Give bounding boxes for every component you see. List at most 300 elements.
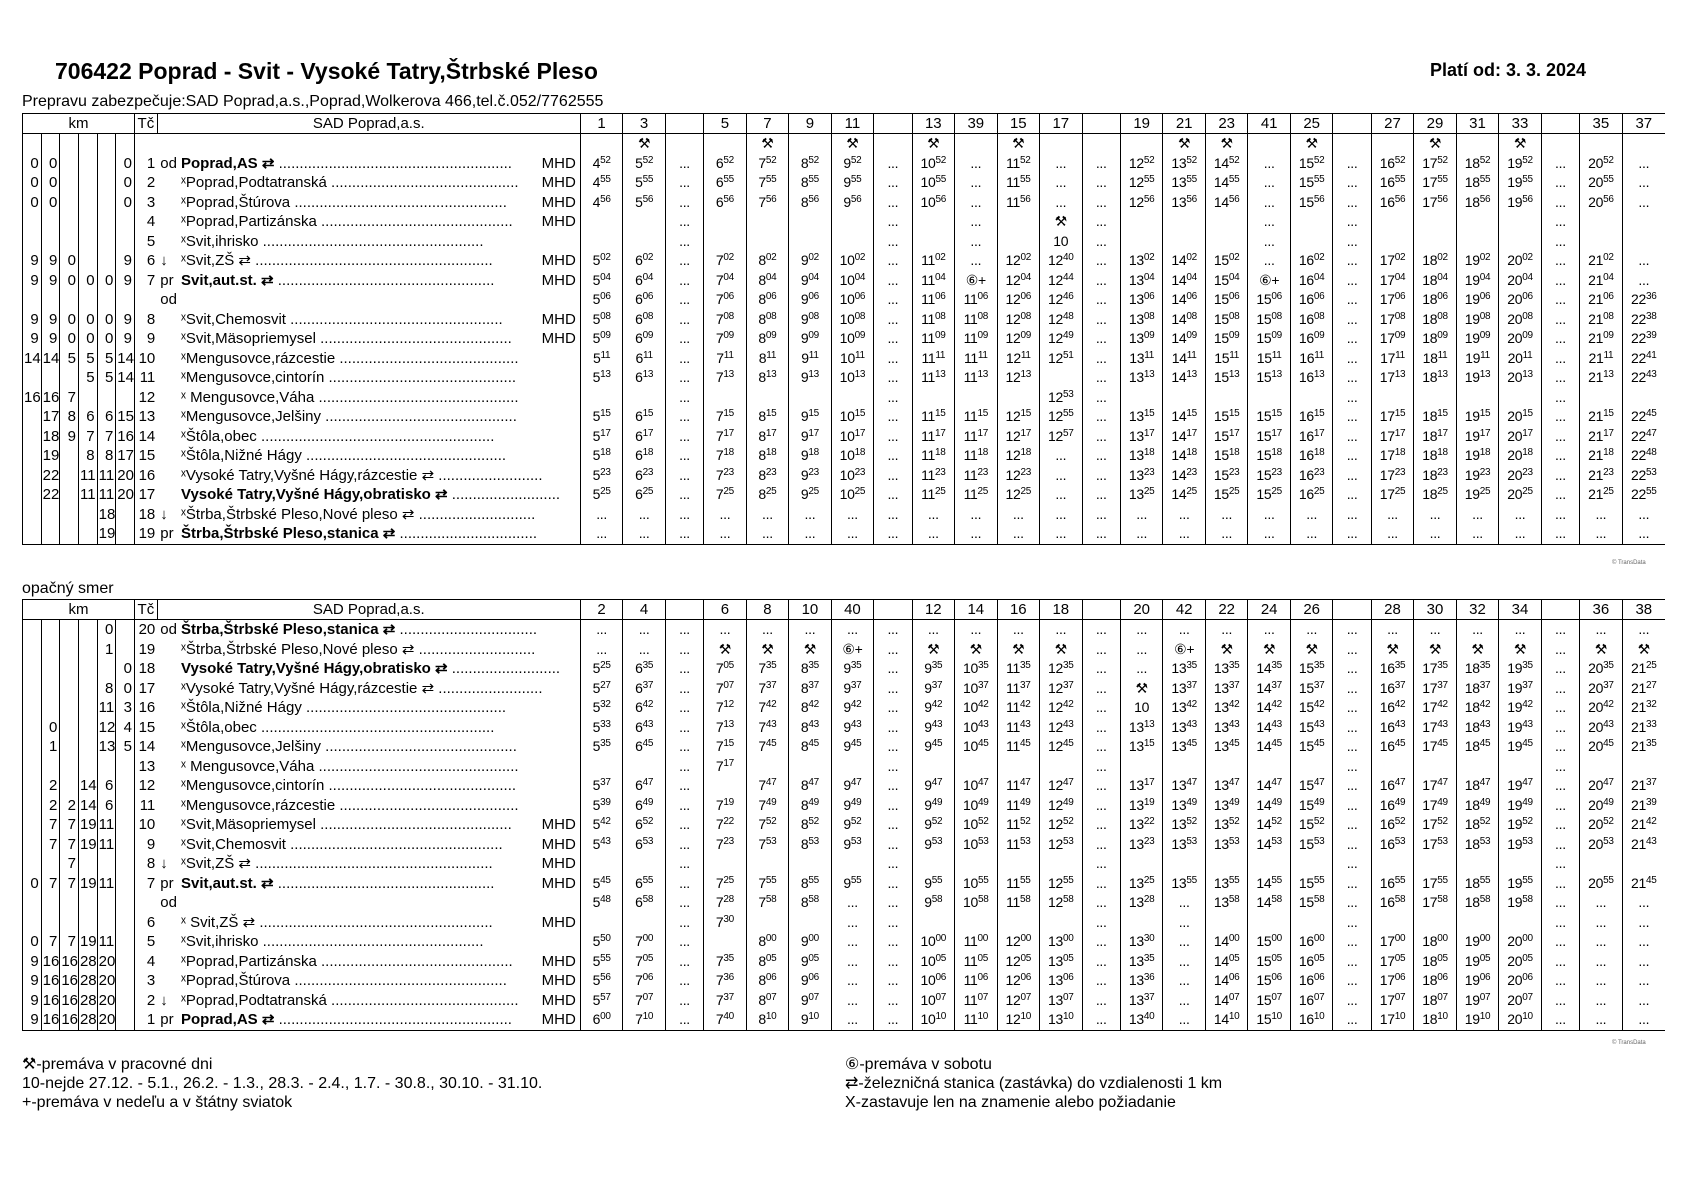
- time-cell: $14^{00}$: [1205, 932, 1248, 952]
- arr-dep-marker: [157, 193, 178, 213]
- time-cell: ...: [1082, 329, 1120, 349]
- time-cell: [1371, 232, 1414, 252]
- km-cell: [97, 757, 116, 777]
- time-cell: $12^{52}$: [1040, 815, 1083, 835]
- stop-name: Poprad,AS ⇄ ........................................................ MHD: [178, 1010, 580, 1030]
- time-cell: ...: [874, 835, 912, 855]
- time-cell: ...: [1082, 737, 1120, 757]
- time-cell: [1371, 134, 1414, 154]
- time-cell: $6^{43}$: [623, 718, 666, 738]
- time-cell: $13^{06}$: [1120, 290, 1163, 310]
- time-cell: ...: [623, 505, 666, 525]
- time-cell: ...: [1120, 620, 1163, 640]
- time-cell: $13^{35}$: [1205, 659, 1248, 679]
- time-cell: ...: [1541, 640, 1579, 660]
- time-cell: $8^{10}$: [746, 1010, 789, 1030]
- time-cell: $5^{09}$: [580, 329, 623, 349]
- km-cell: 5: [60, 349, 79, 369]
- time-cell: ...: [665, 952, 703, 972]
- time-cell: ...: [1120, 659, 1163, 679]
- time-cell: $16^{42}$: [1371, 698, 1414, 718]
- time-cell: $10^{13}$: [831, 368, 874, 388]
- time-cell: $14^{04}$: [1163, 271, 1206, 291]
- time-cell: ...: [1248, 232, 1291, 252]
- stop-row: [23, 757, 1666, 777]
- time-cell: $19^{11}$: [1456, 349, 1499, 369]
- km-cell: 8: [97, 446, 116, 466]
- time-cell: $8^{42}$: [789, 698, 832, 718]
- time-cell: $5^{55}$: [623, 173, 666, 193]
- time-cell: $20^{06}$: [1499, 290, 1542, 310]
- time-cell: $13^{37}$: [1163, 679, 1206, 699]
- time-cell: $19^{53}$: [1499, 835, 1542, 855]
- legend-workdays: ⚒-premáva v pracovné dni: [22, 1056, 213, 1073]
- time-cell: $7^{25}$: [704, 485, 747, 505]
- time-cell: ...: [1333, 329, 1371, 349]
- time-cell: ...: [665, 505, 703, 525]
- time-cell: $5^{27}$: [580, 679, 623, 699]
- time-cell: $14^{37}$: [1248, 679, 1291, 699]
- time-cell: $13^{35}$: [1163, 659, 1206, 679]
- stop-name: Štrba,Štrbské Pleso,stanica ⇄ .................................: [178, 524, 580, 544]
- km-cell: 22: [42, 466, 60, 484]
- stop-name: Štrba,Štrbské Pleso,stanica ⇄ .................................: [181, 621, 538, 639]
- time-cell: $14^{52}$: [1205, 154, 1248, 174]
- time-cell: ...: [912, 524, 955, 544]
- time-cell: ⚒: [1290, 640, 1333, 660]
- time-cell: ...: [1082, 388, 1120, 408]
- km-cell: [97, 290, 116, 310]
- time-cell: $7^{07}$: [623, 991, 666, 1011]
- time-cell: $8^{37}$: [789, 679, 832, 699]
- time-cell: $13^{25}$: [1120, 485, 1163, 505]
- time-cell: $8^{15}$: [746, 407, 789, 427]
- time-cell: [704, 212, 747, 232]
- time-cell: [1163, 232, 1206, 252]
- time-cell: $9^{37}$: [912, 679, 955, 699]
- time-cell: [746, 212, 789, 232]
- time-cell: ...: [1205, 620, 1248, 640]
- time-cell: ...: [1082, 991, 1120, 1011]
- train-number: 15: [997, 114, 1040, 134]
- km-cell: [116, 757, 135, 777]
- km-cell: 11: [98, 816, 115, 834]
- time-cell: ...: [1541, 368, 1579, 388]
- time-cell: $10^{10}$: [912, 1010, 955, 1030]
- km-cell: [116, 991, 135, 1011]
- tc-cell: 15: [134, 718, 157, 738]
- legend-sunday: +-premáva v nedeľu a v štátny sviatok: [22, 1094, 293, 1111]
- time-cell: $20^{25}$: [1499, 485, 1542, 505]
- time-cell: ...: [1290, 505, 1333, 525]
- km-cell: [78, 737, 97, 757]
- time-cell: $5^{25}$: [580, 485, 623, 505]
- km-cell: 4: [116, 718, 135, 738]
- time-cell: ...: [665, 271, 703, 291]
- time-cell: $11^{08}$: [955, 310, 998, 330]
- km-cell: 13: [98, 738, 116, 756]
- time-cell: $15^{55}$: [1290, 874, 1333, 894]
- km-cell: 9: [116, 251, 135, 271]
- time-cell: $19^{13}$: [1456, 368, 1499, 388]
- time-cell: $6^{56}$: [704, 193, 747, 213]
- time-cell: ...: [1040, 620, 1083, 640]
- time-cell: $9^{04}$: [789, 271, 832, 291]
- time-cell: ...: [874, 679, 912, 699]
- time-cell: $5^{39}$: [580, 796, 623, 816]
- time-cell: [623, 913, 666, 933]
- time-cell: $5^{56}$: [580, 971, 623, 991]
- train-number: 40: [831, 600, 874, 620]
- km-cell: [23, 290, 42, 310]
- time-cell: $10^{43}$: [955, 718, 998, 738]
- stop-name: ˣPoprad,Štúrova ................................................... MHD: [181, 972, 576, 990]
- time-cell: ...: [955, 505, 998, 525]
- time-cell: ...: [912, 505, 955, 525]
- time-cell: ...: [1333, 505, 1371, 525]
- time-cell: ...: [665, 835, 703, 855]
- time-cell: $12^{17}$: [997, 427, 1040, 447]
- time-cell: $12^{09}$: [997, 329, 1040, 349]
- time-cell: $14^{49}$: [1248, 796, 1291, 816]
- km-cell: [23, 718, 42, 738]
- time-cell: $6^{52}$: [623, 815, 666, 835]
- time-cell: ...: [665, 620, 703, 640]
- time-cell: [580, 388, 623, 408]
- km-cell: [23, 232, 42, 252]
- time-cell: $9^{47}$: [831, 776, 874, 796]
- arr-dep-marker: [157, 485, 178, 505]
- time-cell: $12^{25}$: [997, 485, 1040, 505]
- time-cell: [1248, 388, 1291, 408]
- time-cell: $20^{45}$: [1580, 737, 1623, 757]
- stop-name: ˣSvit,ihrisko .....................................................: [181, 933, 484, 951]
- time-cell: ...: [1040, 154, 1083, 174]
- time-cell: ...: [1541, 524, 1579, 544]
- arr-dep-marker: od: [160, 894, 177, 912]
- time-cell: $13^{22}$: [1120, 815, 1163, 835]
- time-cell: ...: [874, 757, 912, 777]
- time-cell: ...: [1333, 796, 1371, 816]
- time-cell: [1248, 913, 1291, 933]
- time-cell: ...: [1163, 893, 1206, 913]
- km-cell: [97, 854, 116, 874]
- time-cell: $11^{52}$: [997, 815, 1040, 835]
- train-number: 29: [1414, 114, 1457, 134]
- time-cell: $20^{49}$: [1580, 796, 1623, 816]
- time-cell: ...: [580, 524, 623, 544]
- time-cell: [1622, 757, 1665, 777]
- time-cell: $12^{47}$: [1040, 776, 1083, 796]
- time-cell: ...: [665, 776, 703, 796]
- time-cell: ...: [874, 388, 912, 408]
- time-cell: ...: [746, 505, 789, 525]
- time-cell: $19^{08}$: [1456, 310, 1499, 330]
- km-cell: 11: [79, 466, 96, 484]
- time-cell: ...: [1622, 913, 1665, 933]
- km-cell: 11: [98, 835, 115, 853]
- km-cell: 18: [98, 505, 116, 523]
- time-cell: $13^{04}$: [1120, 271, 1163, 291]
- time-cell: ...: [831, 991, 874, 1011]
- time-cell: $17^{56}$: [1414, 193, 1457, 213]
- time-cell: [1580, 757, 1623, 777]
- time-cell: $12^{55}$: [1040, 874, 1083, 894]
- time-cell: ...: [1248, 212, 1291, 232]
- time-cell: [789, 212, 832, 232]
- time-cell: $18^{13}$: [1414, 368, 1457, 388]
- time-cell: ⚒: [1456, 640, 1499, 660]
- time-cell: ...: [874, 991, 912, 1011]
- time-cell: ...: [1622, 620, 1665, 640]
- km-cell: [41, 757, 60, 777]
- stop-row: [23, 815, 1666, 835]
- time-cell: ...: [665, 212, 703, 232]
- km-header: km: [23, 600, 135, 620]
- time-cell: $12^{11}$: [997, 349, 1040, 369]
- time-cell: [1622, 232, 1665, 252]
- time-cell: ...: [1205, 524, 1248, 544]
- km-cell: [41, 659, 60, 679]
- stop-name: Poprad,AS ⇄ ........................................................ MHD: [181, 154, 576, 172]
- km-cell: [41, 368, 60, 388]
- stop-name: ˣSvit,ihrisko .....................................................: [181, 232, 484, 250]
- time-cell: $15^{02}$: [1205, 251, 1248, 271]
- time-cell: ...: [665, 310, 703, 330]
- stop-row: [23, 232, 1666, 252]
- km-cell: 19: [79, 835, 97, 853]
- time-cell: ...: [1333, 388, 1371, 408]
- time-cell: $5^{02}$: [580, 251, 623, 271]
- time-cell: [1163, 757, 1206, 777]
- stop-name: Svit,aut.st. ⇄ .................................................... MHD: [181, 271, 576, 289]
- time-cell: $13^{11}$: [1120, 349, 1163, 369]
- time-cell: [1163, 212, 1206, 232]
- time-cell: $20^{05}$: [1499, 952, 1542, 972]
- time-cell: ⚒: [1290, 134, 1333, 154]
- time-cell: ...: [1541, 991, 1579, 1011]
- time-cell: $9^{52}$: [912, 815, 955, 835]
- time-cell: $8^{35}$: [789, 659, 832, 679]
- km-cell: [23, 913, 42, 933]
- time-cell: $4^{56}$: [580, 193, 623, 213]
- km-cell: [60, 193, 79, 213]
- train-number: [1082, 600, 1120, 620]
- time-cell: $9^{55}$: [831, 874, 874, 894]
- time-cell: [746, 854, 789, 874]
- arr-dep-marker: [157, 407, 178, 427]
- time-cell: $15^{06}$: [1248, 290, 1291, 310]
- time-cell: $9^{55}$: [831, 173, 874, 193]
- time-cell: ...: [874, 524, 912, 544]
- time-cell: $20^{02}$: [1499, 251, 1542, 271]
- time-cell: $20^{52}$: [1580, 154, 1623, 174]
- time-cell: ...: [1248, 193, 1291, 213]
- time-cell: $11^{42}$: [997, 698, 1040, 718]
- time-cell: $10^{47}$: [955, 776, 998, 796]
- time-cell: ⚒: [789, 640, 832, 660]
- time-cell: ...: [1163, 505, 1206, 525]
- time-cell: ...: [1082, 466, 1120, 486]
- time-cell: ...: [831, 1010, 874, 1030]
- time-cell: ...: [1580, 952, 1623, 972]
- time-cell: $13^{52}$: [1205, 815, 1248, 835]
- time-cell: ...: [665, 251, 703, 271]
- tc-cell: 3: [134, 971, 157, 991]
- time-cell: [1456, 388, 1499, 408]
- time-cell: $9^{49}$: [912, 796, 955, 816]
- time-cell: $15^{25}$: [1205, 485, 1248, 505]
- time-cell: $8^{00}$: [746, 932, 789, 952]
- time-cell: $12^{49}$: [1040, 796, 1083, 816]
- stop-name: ˣ Svit,ZŠ ⇄ ........................................................ MHD: [181, 913, 576, 931]
- time-cell: $20^{08}$: [1499, 310, 1542, 330]
- km-cell: [78, 718, 97, 738]
- time-cell: $16^{55}$: [1371, 173, 1414, 193]
- km-cell: 6: [97, 407, 116, 427]
- km-cell: 16: [42, 952, 60, 970]
- time-cell: [580, 232, 623, 252]
- time-cell: ...: [1541, 505, 1579, 525]
- time-cell: $8^{06}$: [746, 290, 789, 310]
- time-cell: $17^{58}$: [1414, 893, 1457, 913]
- time-cell: $14^{58}$: [1248, 893, 1291, 913]
- time-cell: $22^{48}$: [1622, 446, 1665, 466]
- km-cell: [60, 893, 79, 913]
- train-number: 17: [1040, 114, 1083, 134]
- time-cell: $16^{35}$: [1371, 659, 1414, 679]
- tc-cell: 11: [134, 796, 157, 816]
- time-cell: $7^{23}$: [704, 466, 747, 486]
- time-cell: [1499, 212, 1542, 232]
- time-cell: $10^{37}$: [955, 679, 998, 699]
- time-cell: $8^{55}$: [789, 874, 832, 894]
- km-cell: [116, 134, 135, 154]
- km-cell: [60, 368, 79, 388]
- time-cell: $19^{42}$: [1499, 698, 1542, 718]
- time-cell: $10^{06}$: [831, 290, 874, 310]
- time-cell: ...: [874, 232, 912, 252]
- time-cell: [623, 854, 666, 874]
- time-cell: $20^{10}$: [1499, 1010, 1542, 1030]
- km-cell: 11: [98, 933, 115, 951]
- km-cell: [60, 466, 79, 486]
- tc-cell: 9: [134, 329, 157, 349]
- tc-cell: 16: [134, 466, 157, 486]
- time-cell: $12^{57}$: [1040, 427, 1083, 447]
- time-cell: ...: [831, 952, 874, 972]
- time-cell: ...: [1082, 776, 1120, 796]
- time-cell: ...: [1371, 524, 1414, 544]
- time-cell: ...: [1499, 505, 1542, 525]
- time-cell: $8^{52}$: [789, 154, 832, 174]
- time-cell: ...: [1082, 505, 1120, 525]
- time-cell: $20^{00}$: [1499, 932, 1542, 952]
- time-cell: $15^{06}$: [1248, 971, 1291, 991]
- time-cell: ...: [1622, 173, 1665, 193]
- time-cell: $9^{43}$: [831, 718, 874, 738]
- time-cell: [1120, 212, 1163, 232]
- km-cell: 7: [60, 932, 79, 952]
- time-cell: ...: [1333, 757, 1371, 777]
- time-cell: $16^{47}$: [1371, 776, 1414, 796]
- km-cell: 7: [60, 854, 79, 874]
- time-cell: ...: [874, 776, 912, 796]
- stop-row: [23, 290, 1666, 310]
- km-cell: 7: [41, 815, 60, 835]
- time-cell: $12^{00}$: [997, 932, 1040, 952]
- tc-cell: 17: [134, 485, 157, 505]
- time-cell: [665, 134, 703, 154]
- time-cell: $10^{45}$: [955, 737, 998, 757]
- stop-row: [23, 640, 1666, 660]
- time-cell: ...: [1541, 815, 1579, 835]
- km-cell: [78, 173, 97, 193]
- stop-name: ˣMengusovce,Jelšiny ..............................................: [181, 408, 517, 426]
- time-cell: ...: [623, 524, 666, 544]
- time-cell: $6^{35}$: [623, 659, 666, 679]
- time-cell: ...: [1082, 854, 1120, 874]
- time-cell: [831, 854, 874, 874]
- stop-row: [23, 737, 1666, 757]
- time-cell: $13^{09}$: [1120, 329, 1163, 349]
- km-cell: [60, 290, 79, 310]
- time-cell: ...: [874, 290, 912, 310]
- arr-dep-marker: [157, 310, 178, 330]
- km-cell: [97, 212, 116, 232]
- time-cell: ...: [1541, 193, 1579, 213]
- stop-name: ˣSvit,ZŠ ⇄ ......................................................... MHD: [181, 252, 576, 270]
- time-cell: ...: [1622, 524, 1665, 544]
- time-cell: ...: [665, 893, 703, 913]
- time-cell: ...: [1580, 913, 1623, 933]
- time-cell: $9^{53}$: [831, 835, 874, 855]
- time-cell: $13^{17}$: [1120, 427, 1163, 447]
- time-cell: $18^{11}$: [1414, 349, 1457, 369]
- km-cell: [78, 524, 97, 544]
- train-number: 3: [623, 114, 666, 134]
- km-cell: [116, 815, 135, 835]
- time-cell: $22^{55}$: [1622, 485, 1665, 505]
- time-cell: $19^{35}$: [1499, 659, 1542, 679]
- km-cell: [60, 698, 79, 718]
- time-cell: $18^{49}$: [1456, 796, 1499, 816]
- train-number: 33: [1499, 114, 1542, 134]
- km-cell: 0: [60, 251, 79, 271]
- time-cell: $12^{23}$: [997, 466, 1040, 486]
- km-cell: 16: [117, 427, 134, 445]
- km-cell: 0: [97, 310, 116, 330]
- arr-dep-marker: [157, 796, 178, 816]
- km-cell: 7: [41, 932, 60, 952]
- train-number: 41: [1248, 114, 1291, 134]
- stop-name: ˣVysoké Tatry,Vyšné Hágy,rázcestie ⇄ .........................: [181, 679, 543, 697]
- time-cell: $16^{05}$: [1290, 952, 1333, 972]
- time-cell: ...: [665, 407, 703, 427]
- legend-request-stop: X-zastavuje len na znamenie alebo požiadanie: [845, 1094, 1176, 1111]
- stop-row: [23, 251, 1666, 271]
- time-cell: $6^{52}$: [704, 154, 747, 174]
- time-cell: 10: [1120, 698, 1163, 718]
- time-cell: $6^{00}$: [580, 1010, 623, 1030]
- train-number: 32: [1456, 600, 1499, 620]
- time-cell: ...: [1333, 854, 1371, 874]
- time-cell: $7^{10}$: [623, 1010, 666, 1030]
- time-cell: $21^{23}$: [1580, 466, 1623, 486]
- time-cell: ...: [1082, 1010, 1120, 1030]
- km-cell: [41, 640, 60, 660]
- time-cell: $17^{49}$: [1414, 796, 1457, 816]
